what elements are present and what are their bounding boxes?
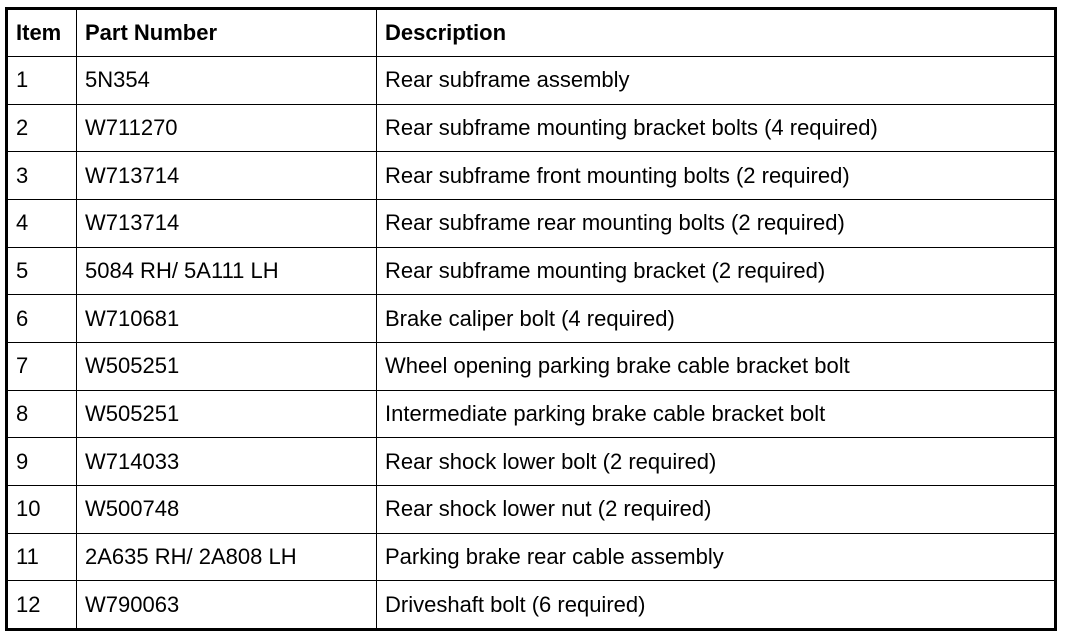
table-row [7,295,1056,343]
parts-table [5,7,1057,631]
table-row [7,485,1056,533]
cell-item: 9 [7,438,77,486]
cell-item: 11 [7,533,77,581]
cell-part-number: W505251 [77,342,377,390]
table-row [7,152,1056,200]
cell-item: 7 [7,342,77,390]
cell-description: Rear shock lower nut (2 required) [377,485,1056,533]
table-row [7,533,1056,581]
cell-description: Intermediate parking brake cable bracket bolt [377,390,1056,438]
cell-item: 4 [7,199,77,247]
cell-description: Rear subframe mounting bracket bolts (4 required) [377,104,1056,152]
cell-description: Rear subframe rear mounting bolts (2 required) [377,199,1056,247]
cell-part-number: W713714 [77,199,377,247]
table-row [7,57,1056,105]
cell-item: 10 [7,485,77,533]
header-item: Item [7,9,77,57]
table-row [7,390,1056,438]
cell-description: Driveshaft bolt (6 required) [377,581,1056,630]
header-description: Description [377,9,1056,57]
cell-description: Parking brake rear cable assembly [377,533,1056,581]
cell-part-number: W505251 [77,390,377,438]
table-row [7,247,1056,295]
cell-item: 3 [7,152,77,200]
table-header-row [7,9,1056,57]
table-row [7,438,1056,486]
cell-description: Rear subframe front mounting bolts (2 required) [377,152,1056,200]
cell-part-number: W500748 [77,485,377,533]
cell-description: Brake caliper bolt (4 required) [377,295,1056,343]
cell-item: 8 [7,390,77,438]
cell-description: Rear subframe mounting bracket (2 required) [377,247,1056,295]
cell-part-number: 5N354 [77,57,377,105]
cell-description: Rear shock lower bolt (2 required) [377,438,1056,486]
cell-item: 2 [7,104,77,152]
table-row [7,104,1056,152]
cell-part-number: 5084 RH/ 5A111 LH [77,247,377,295]
cell-item: 1 [7,57,77,105]
header-part-number: Part Number [77,9,377,57]
cell-part-number: W714033 [77,438,377,486]
table-row [7,342,1056,390]
cell-item: 12 [7,581,77,630]
cell-item: 5 [7,247,77,295]
cell-part-number: W711270 [77,104,377,152]
cell-part-number: W790063 [77,581,377,630]
cell-description: Rear subframe assembly [377,57,1056,105]
table-row [7,581,1056,630]
cell-description: Wheel opening parking brake cable bracket bolt [377,342,1056,390]
cell-part-number: W713714 [77,152,377,200]
cell-part-number: W710681 [77,295,377,343]
table-row [7,199,1056,247]
cell-item: 6 [7,295,77,343]
cell-part-number: 2A635 RH/ 2A808 LH [77,533,377,581]
